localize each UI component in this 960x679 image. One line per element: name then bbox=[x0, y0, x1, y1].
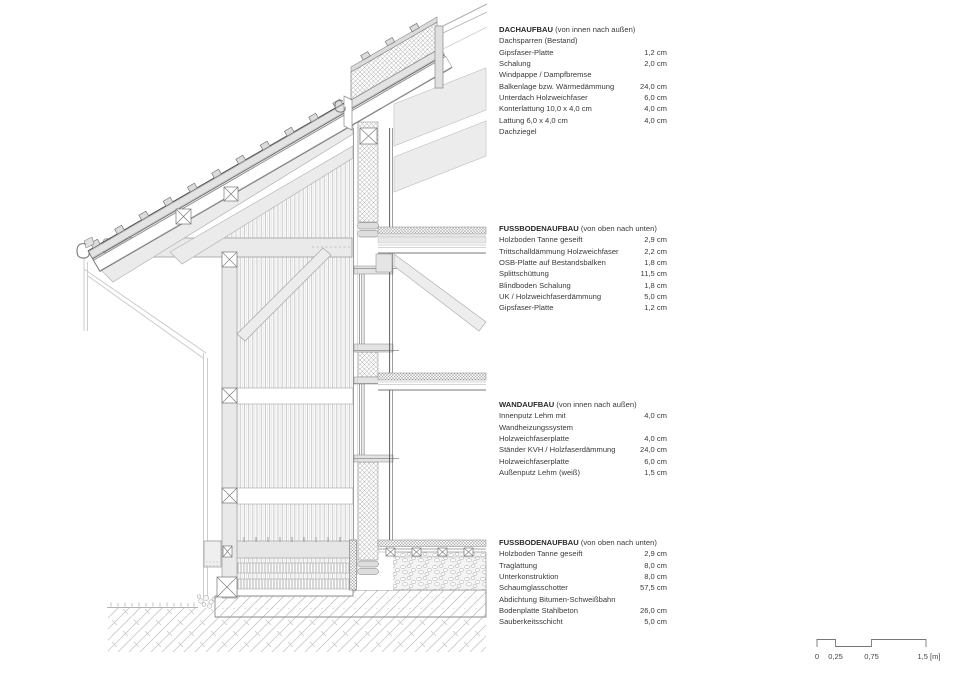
legend-row bbox=[499, 115, 667, 126]
layer-thickness: 1,8 cm bbox=[644, 280, 667, 290]
x-square bbox=[217, 577, 237, 597]
x-square bbox=[223, 546, 232, 557]
layer-thickness: 2,2 cm bbox=[644, 246, 667, 256]
legend-wall bbox=[499, 399, 667, 478]
legend-row bbox=[499, 81, 667, 92]
layer-thickness: 4,0 cm bbox=[644, 104, 667, 114]
legend-floor-upper bbox=[499, 223, 667, 314]
layer-label: Dachsparren (Bestand) bbox=[499, 36, 578, 46]
legend-row bbox=[499, 548, 667, 559]
legend-row bbox=[499, 280, 667, 291]
new-wall-section bbox=[350, 122, 400, 590]
x-square bbox=[222, 488, 237, 503]
layer-label: Sauberkeitsschicht bbox=[499, 617, 563, 627]
x-square bbox=[412, 548, 421, 556]
layer-label: Ständer KVH / Holzfaserdämmung bbox=[499, 445, 616, 455]
layer-label: Windpappe / Dampfbremse bbox=[499, 70, 592, 80]
legend-row bbox=[499, 560, 667, 571]
layer-label: Trittschalldämmung Holzweichfaser bbox=[499, 246, 619, 256]
legend-subtitle: (von oben nach unten) bbox=[580, 538, 657, 547]
layer-thickness: 8,0 cm bbox=[644, 571, 667, 581]
layer-label: Holzboden Tanne geseift bbox=[499, 235, 583, 245]
layer-label: Wandheizungssystem bbox=[499, 422, 574, 432]
legend-row bbox=[499, 594, 667, 605]
x-square bbox=[224, 187, 238, 201]
scale-label-15m: 1,5 [m] bbox=[917, 652, 941, 661]
layer-thickness: 1,5 cm bbox=[644, 467, 667, 477]
concrete-slab bbox=[215, 590, 486, 617]
legend-row bbox=[499, 302, 667, 313]
legend-row bbox=[499, 58, 667, 69]
legend-subtitle: (von innen nach außen) bbox=[556, 400, 637, 409]
layer-thickness: 2,9 cm bbox=[644, 549, 667, 559]
legend-row bbox=[499, 257, 667, 268]
layer-label: Bodenplatte Stahlbeton bbox=[499, 605, 578, 615]
layer-label: OSB-Platte auf Bestandsbalken bbox=[499, 257, 606, 267]
layer-label: Blindboden Schalung bbox=[499, 280, 571, 290]
layer-label: Balkenlage bzw. Wärmedämmung bbox=[499, 81, 615, 91]
layer-label: Schalung bbox=[499, 58, 531, 68]
layer-label: Dachziegel bbox=[499, 126, 537, 136]
layer-label: UK / Holzweichfaserdämmung bbox=[499, 291, 602, 301]
legend-title: DACHAUFBAU bbox=[499, 25, 553, 34]
legend-row bbox=[499, 268, 667, 279]
layer-label: Gipsfaser-Platte bbox=[499, 303, 554, 313]
layer-thickness: 1,2 cm bbox=[644, 47, 667, 57]
legend-row bbox=[499, 582, 667, 593]
x-square bbox=[386, 548, 395, 556]
legend-header bbox=[499, 399, 667, 410]
layer-thickness: 57,5 cm bbox=[639, 583, 667, 593]
legend-row bbox=[499, 234, 667, 245]
x-square bbox=[464, 548, 473, 556]
layer-thickness: 6,0 cm bbox=[644, 456, 667, 466]
legend-row bbox=[499, 69, 667, 80]
layer-thickness: 24,0 cm bbox=[639, 445, 667, 455]
legend-header bbox=[499, 24, 667, 35]
legend-title: WANDAUFBAU bbox=[499, 400, 555, 409]
legend-row bbox=[499, 47, 667, 58]
scale-label-075: 0,75 bbox=[864, 652, 879, 661]
layer-label: Holzboden Tanne geseift bbox=[499, 549, 583, 559]
layer-thickness: 26,0 cm bbox=[639, 605, 667, 615]
layer-label: Schaumglasschotter bbox=[499, 583, 568, 593]
legend-row bbox=[499, 410, 667, 421]
layer-thickness: 24,0 cm bbox=[639, 81, 667, 91]
layer-thickness: 11,5 cm bbox=[640, 269, 667, 279]
layer-thickness: 1,2 cm bbox=[644, 303, 667, 313]
x-square bbox=[360, 128, 377, 144]
layer-label: Unterkonstruktion bbox=[499, 571, 559, 581]
scale-bar bbox=[815, 640, 941, 662]
layer-label: Innenputz Lehm mit bbox=[499, 411, 566, 421]
gravel-mound bbox=[197, 595, 216, 609]
floor-package-middle bbox=[378, 373, 486, 390]
legend-row bbox=[499, 444, 667, 455]
layer-label: Unterdach Holzweichfaser bbox=[499, 92, 588, 102]
legend-title: FUSSBODENAUFBAU bbox=[499, 538, 579, 547]
grass-line bbox=[111, 603, 194, 607]
layer-label: Holzweichfaserplatte bbox=[499, 433, 570, 443]
legend-row bbox=[499, 92, 667, 103]
scale-label-025: 0,25 bbox=[828, 652, 843, 661]
legend-title: FUSSBODENAUFBAU bbox=[499, 224, 579, 233]
scale-label-0: 0 bbox=[814, 652, 820, 661]
legend-row bbox=[499, 246, 667, 257]
legend-row bbox=[499, 467, 667, 478]
layer-label: Gipsfaser-Platte bbox=[499, 47, 554, 57]
annex-outline bbox=[84, 258, 208, 597]
layer-thickness: 1,8 cm bbox=[644, 257, 667, 267]
legend-roof bbox=[499, 24, 667, 137]
x-square bbox=[176, 209, 191, 224]
layer-thickness: 2,9 cm bbox=[644, 235, 667, 245]
layer-thickness: 5,0 cm bbox=[644, 291, 667, 301]
legend-header bbox=[499, 537, 667, 548]
legend-row bbox=[499, 422, 667, 433]
layer-thickness: 8,0 cm bbox=[644, 560, 667, 570]
layer-thickness: 4,0 cm bbox=[644, 411, 667, 421]
layer-label: Splittschüttung bbox=[499, 269, 549, 279]
legend-row bbox=[499, 291, 667, 302]
x-square bbox=[438, 548, 447, 556]
legend-row bbox=[499, 605, 667, 616]
x-square bbox=[222, 388, 237, 403]
layer-label: Abdichtung Bitumen-Schweißbahn bbox=[499, 594, 616, 604]
layer-thickness: 6,0 cm bbox=[644, 92, 667, 102]
legend-row bbox=[499, 616, 667, 627]
layer-label: Konterlattung 10,0 x 4,0 cm bbox=[499, 104, 592, 114]
layer-thickness: 4,0 cm bbox=[644, 115, 667, 125]
layer-thickness: 5,0 cm bbox=[644, 617, 667, 627]
layer-thickness: 2,0 cm bbox=[644, 58, 667, 68]
layer-label: Lattung 6,0 x 4,0 cm bbox=[499, 115, 568, 125]
legend-row bbox=[499, 35, 667, 46]
layer-label: Holzweichfaserplatte bbox=[499, 456, 570, 466]
diagonal-brace-right bbox=[394, 254, 486, 331]
legend-row bbox=[499, 103, 667, 114]
x-square bbox=[222, 252, 237, 267]
layer-thickness: 4,0 cm bbox=[644, 433, 667, 443]
legend-header bbox=[499, 223, 667, 234]
legend-subtitle: (von oben nach unten) bbox=[580, 224, 657, 233]
layer-label: Traglattung bbox=[499, 560, 538, 570]
legend-floor-ground bbox=[499, 537, 667, 628]
legend-row bbox=[499, 456, 667, 467]
legend-row bbox=[499, 126, 667, 137]
layer-label: Außenputz Lehm (weiß) bbox=[499, 467, 581, 477]
legend-row bbox=[499, 433, 667, 444]
legend-row bbox=[499, 571, 667, 582]
legend-subtitle: (von innen nach außen) bbox=[555, 25, 636, 34]
